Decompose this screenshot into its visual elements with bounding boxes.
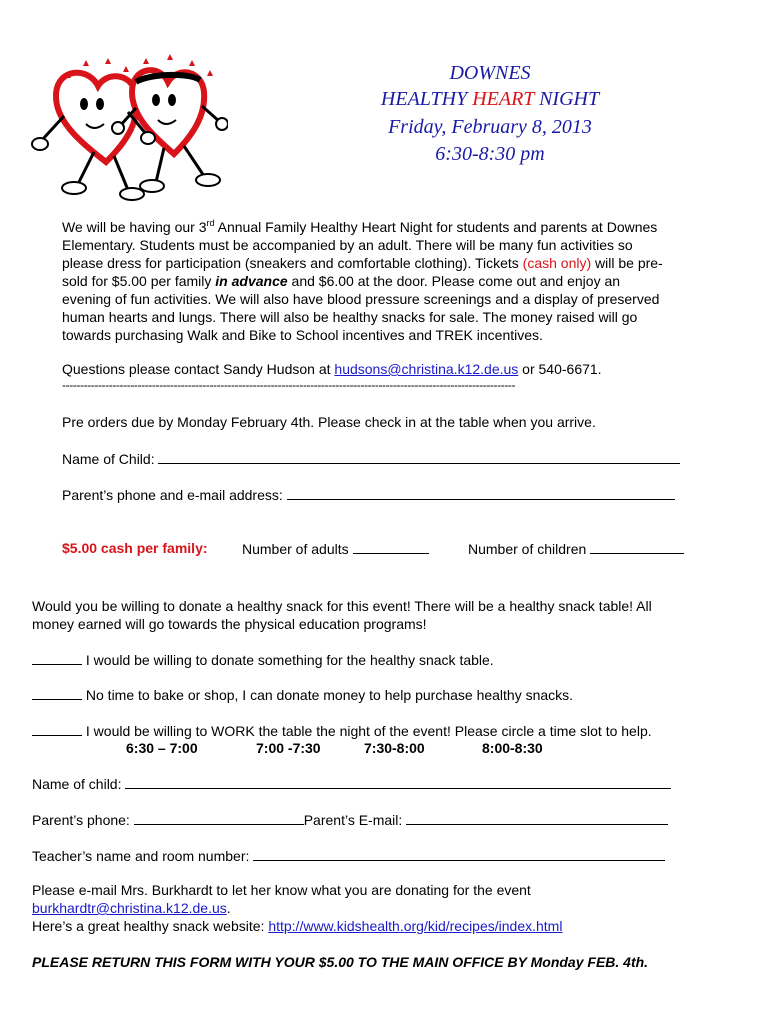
children-field[interactable] <box>590 540 684 554</box>
intro-l5: evening of fun activities. We will also have blood pressure screenings and a display of preserved <box>62 291 660 307</box>
child-name-label: Name of Child: <box>62 451 159 467</box>
intro-l7: towards purchasing Walk and Bike to School incentives and TREK incentives. <box>62 327 543 343</box>
intro-l6: human hearts and lungs. There will also be healthy snacks for sale. The money raised will go <box>62 309 638 325</box>
child-name-field[interactable] <box>158 450 680 464</box>
running-hearts-illustration <box>28 52 228 202</box>
work-label: I would be willing to WORK the table the night of the event! Please circle a time slot to help. <box>82 723 652 739</box>
parent-phone-label: Parent’s phone: <box>32 812 134 828</box>
time-slot-4[interactable]: 8:00-8:30 <box>482 740 543 756</box>
parent-email-label: Parent’s E-mail: <box>303 812 407 828</box>
money-checkline[interactable] <box>32 686 82 700</box>
time-slot-3[interactable]: 7:30-8:00 <box>364 740 425 756</box>
contact-prefix: Questions please contact Sandy Hudson at <box>62 361 335 377</box>
snack-option-donate <box>32 651 494 668</box>
intro-l4b: and $6.00 at the door. Please come out and enjoy an <box>287 273 621 289</box>
footer-email-suffix: . <box>226 900 231 916</box>
donate-label: I would be willing to donate something for the healthy snack table. <box>82 652 494 668</box>
intro-l2: Elementary. Students must be accompanied by an adult. There will be many fun activities so <box>62 237 633 253</box>
parent-contact-field[interactable] <box>287 486 675 500</box>
footer-email-line: Please e-mail Mrs. Burkhardt to let her know what you are donating for the event <box>32 882 531 898</box>
teacher-field[interactable] <box>253 847 665 861</box>
contact-suffix: or 540-6671. <box>518 361 602 377</box>
intro-l1a: We will be having our 3 <box>62 219 207 235</box>
donate-checkline[interactable] <box>32 651 82 665</box>
snack-q2: money earned will go towards the physical education programs! <box>32 616 427 632</box>
snack-option-work <box>32 722 652 739</box>
parent-phone-email-row <box>32 811 668 828</box>
price-label: $5.00 cash per family: <box>62 540 208 556</box>
intro-cash-only: (cash only) <box>522 255 592 271</box>
adults-label: Number of adults <box>242 541 353 557</box>
children-row <box>468 540 684 557</box>
parent-phone-field[interactable] <box>134 811 304 825</box>
title-heart: HEART <box>472 88 535 110</box>
separator-line: ------------------------------------------------------------------------------------------------------------------------------ <box>62 378 516 392</box>
children-label: Number of children <box>468 541 591 557</box>
preorders-note: Pre orders due by Monday February 4th. Please check in at the table when you arrive. <box>62 414 596 430</box>
event-name-title <box>330 86 650 112</box>
teacher-label: Teacher’s name and room number: <box>32 848 254 864</box>
title-healthy: HEALTHY <box>380 88 473 110</box>
kidshealth-link[interactable]: http://www.kidshealth.org/kid/recipes/index.html <box>268 918 563 934</box>
intro-l1-sup: rd <box>206 218 215 228</box>
intro-l3b: will be pre- <box>591 255 663 271</box>
child-name-field-2[interactable] <box>125 775 671 789</box>
parent-contact-row <box>62 486 675 503</box>
footer-email-row <box>32 900 231 916</box>
time-slot-2[interactable]: 7:00 -7:30 <box>256 740 321 756</box>
intro-in-advance: in advance <box>215 273 288 289</box>
time-slot-1[interactable]: 6:30 – 7:00 <box>126 740 198 756</box>
teacher-row <box>32 847 665 864</box>
intro-l1b: Annual Family Healthy Heart Night for students and parents at Downes <box>214 219 658 235</box>
child-name-label-2: Name of child: <box>32 776 126 792</box>
footer-site-prefix: Here’s a great healthy snack website: <box>32 918 269 934</box>
event-date: Friday, February 8, 2013 <box>388 116 592 138</box>
intro-paragraph <box>62 218 712 344</box>
snack-question <box>32 597 732 633</box>
intro-l3a: please dress for participation (sneakers and comfortable clothing). Tickets <box>62 255 523 271</box>
intro-l4a: sold for $5.00 per family <box>62 273 216 289</box>
parent-email-field[interactable] <box>406 811 668 825</box>
contact-email-link[interactable]: hudsons@christina.k12.de.us <box>334 361 519 377</box>
snack-option-money <box>32 686 573 703</box>
event-school-title: DOWNES <box>449 62 531 84</box>
child-name-row <box>62 450 680 467</box>
return-note: PLEASE RETURN THIS FORM WITH YOUR $5.00 TO THE MAIN OFFICE BY Monday FEB. 4th. <box>32 954 649 970</box>
child-name-row-2 <box>32 775 671 792</box>
contact-line <box>62 361 602 377</box>
event-time: 6:30-8:30 pm <box>435 143 545 165</box>
money-label: No time to bake or shop, I can donate money to help purchase healthy snacks. <box>82 687 574 703</box>
footer-site-row <box>32 918 562 934</box>
burkhardt-email-link[interactable]: burkhardtr@christina.k12.de.us <box>32 900 227 916</box>
adults-field[interactable] <box>353 540 429 554</box>
snack-q1: Would you be willing to donate a healthy snack for this event! There will be a healthy snack table! All <box>32 598 652 614</box>
adults-row <box>242 540 429 557</box>
work-checkline[interactable] <box>32 722 82 736</box>
parent-contact-label: Parent’s phone and e-mail address: <box>62 487 287 503</box>
title-night: NIGHT <box>534 88 600 110</box>
